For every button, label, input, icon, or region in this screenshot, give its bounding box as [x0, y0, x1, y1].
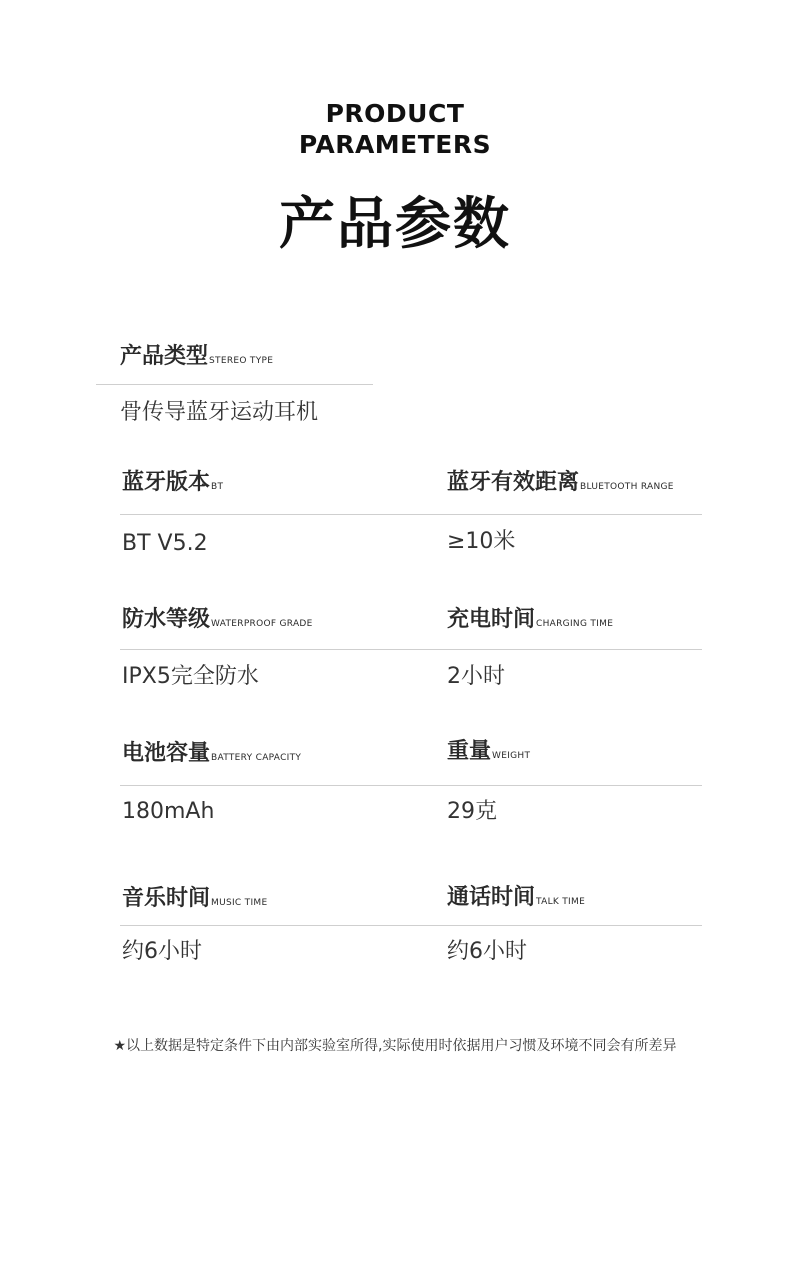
param-value: IPX5完全防水 [122, 664, 259, 689]
param-label-cn: 重量 [447, 739, 492, 764]
param-label-en: MUSIC TIME [211, 898, 268, 908]
param-label [447, 883, 585, 917]
row-divider-music [120, 925, 702, 926]
param-value: BT V5.2 [122, 531, 208, 556]
param-label [122, 739, 301, 773]
param-label-cn: 产品类型 [120, 344, 209, 369]
param-value: 180mAh [122, 799, 215, 824]
param-label-cn: 音乐时间 [122, 886, 211, 911]
row-divider-bt [120, 514, 702, 515]
param-label-en: BLUETOOTH RANGE [580, 482, 674, 492]
param-value: 29克 [447, 799, 497, 824]
param-label-en: WATERPROOF GRADE [211, 619, 313, 629]
param-label [120, 342, 273, 376]
row-divider-waterproof [120, 649, 702, 650]
param-label-en: STEREO TYPE [209, 356, 274, 366]
param-label [122, 605, 313, 639]
param-label [447, 737, 530, 771]
param-value: 2小时 [447, 664, 505, 689]
param-value: ≥10米 [447, 529, 516, 554]
param-value: 骨传导蓝牙运动耳机 [120, 400, 319, 425]
param-label-en: TALK TIME [536, 897, 586, 907]
param-label-cn: 防水等级 [122, 607, 211, 632]
footnote: ★以上数据是特定条件下由内部实验室所得,实际使用时依据用户习惯及环境不同会有所差异 [113, 1038, 677, 1054]
param-value: 约6小时 [122, 939, 202, 964]
param-label-en: BT [211, 482, 224, 492]
param-label-cn: 蓝牙版本 [122, 470, 211, 495]
param-label-cn: 通话时间 [447, 885, 536, 910]
param-label-en: BATTERY CAPACITY [211, 753, 302, 763]
param-label [447, 605, 613, 639]
param-label-en: CHARGING TIME [536, 619, 614, 629]
param-label-cn: 充电时间 [447, 607, 536, 632]
heading-en-line2: PARAMETERS [298, 130, 492, 159]
heading-en-line1: PRODUCT [325, 99, 465, 128]
param-label-cn: 电池容量 [122, 741, 211, 766]
param-value: 约6小时 [447, 939, 527, 964]
param-divider [96, 384, 373, 385]
param-label [122, 884, 267, 918]
param-label-en: WEIGHT [492, 751, 531, 761]
param-label-cn: 蓝牙有效距离 [447, 470, 580, 495]
row-divider-battery [120, 785, 702, 786]
param-label [122, 468, 223, 502]
heading-cn: 产品参数 [279, 192, 511, 257]
param-label [447, 468, 674, 502]
